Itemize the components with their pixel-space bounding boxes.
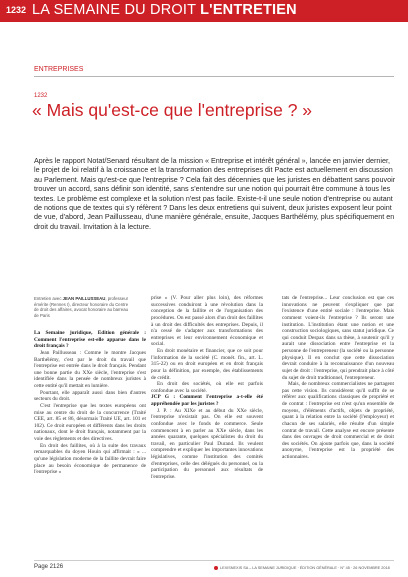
column-2 (151, 295, 263, 557)
interview-credit (34, 296, 132, 318)
column-3 (282, 295, 394, 557)
paragraph: En droit des sociétés, où elle est parfois confondue avec la société. (151, 381, 263, 394)
paragraph: tats de l'entreprise... Leur conclusion est que ces innovations ne peuvent s'expliquer que par l'existence d'une entité sociale : l'entreprise. Mais comment voient-ils l'entreprise ? Ils seront une institution. L'institution étant une notion et une construction sociologiques, sans statut juridique. Ce qui conduit Despax dans sa thèse, à soutenir qu'il y aurait une dissociation entre l'entreprise et la personne de l'entrepreneur (la société ou la personne physique). Il en conclut que cette dissociation devrait conduire à la reconnaissance d'un nouveau sujet de droit : l'entreprise, qui prendrait place à côté du sujet de droit traditionnel, l'entrepreneur. (282, 295, 394, 381)
footer-publication-text: LEXISNEXIS SA – LA SEMAINE JURIDIQUE · ÉDITION GÉNÉRALE · N° 45 · 26 NOVEMBRE 2018 (220, 566, 390, 570)
header-title-regular: LA SEMAINE DU DROIT (32, 2, 201, 18)
paragraph: Jean Paillusseau : Comme le montre Jacques Barthélémy, c'est par le droit du travail que l'entreprise est entrée dans le droit français. Pendant une bonne partie du XXe siècle, l'entreprise s'est identifiée dans la pensée de nombreux juristes à cette entité qu'il mettait en lumière. (34, 349, 146, 389)
credit-name: JEAN PAILLUSSEAU (62, 296, 106, 301)
header-title-bold: L'ENTRETIEN (200, 2, 297, 18)
header-number: 1232 (6, 5, 27, 15)
footer-divider (34, 560, 394, 561)
paragraph: Mais, de nombreux commercialistes ne partagent pas cette vision. Ils considèrent qu'il suffit de se référer aux qualifications classiques de propriété et de contrat : l'entreprise est n'est qu'un ensemble de moyens, d'éléments d'actifs, objets de propriété, quant à la relation entre la société (l'employeur) et chacun de ses salariés, elle résulte d'un simple contrat de travail. Cette analyse est encore présente dans des ouvrages de droit commercial et de droit des sociétés. On ajoute parfois que, dans la société anonyme, l'entreprise est la propriété des actionnaires. (282, 381, 394, 460)
credit-prefix: Entretien avec (34, 296, 63, 301)
paragraph: En droit des faillites, où à la suite des travaux remarquables du doyen Houin qui affirmait : « ... qu'une législation moderne de la faillite devrait faire place au besoin économique de permanence de l'entreprise » (34, 442, 146, 476)
paragraph: Pourtant, elle apparaît aussi dans bien d'autres secteurs du droit. (34, 389, 146, 403)
paragraph: prise » (V. Pour aller plus loin), des réformes successives conduiront à une révolution dans la conception de la faillite et de l'organisation des procédures. On est passé alors d'un droit des faillites à un droit des difficultés des entreprises. Depuis, il n'a cessé de s'adapter aux transformations des entreprises et leur environnement économique et social. (151, 295, 263, 348)
footer-publication (214, 566, 390, 570)
paragraph: C'est l'entreprise que les textes européens ont mise au centre du droit de la concurrence (Traité CEE, art. 85 et 86, désormais Traité UE, art. 101 et 102). Ce droit européen et différents dans les droits nationaux, dont le droit français, notamment par la voie des règlements et des directives. (34, 402, 146, 442)
article-title: « Mais qu'est-ce que l'entreprise ? » (32, 100, 313, 120)
header-title (32, 2, 297, 18)
paragraph: En droit monétaire et financier, que ce soit pour l'information de la société (C. monét. fin., art. L. 315-22) ou en droit européen et en droit français pour la définition, par exemple, des établissements de crédit. (151, 348, 263, 381)
paragraph: J. P. : Au XIXe et au début du XXe siècle, l'entreprise n'existait pas. On elle est souvent confondue avec le fonds de commerce. Seule commencent à en parler au XXe siècle, dans les années quarante, quelques spécialistes du droit du travail, en particulier Paul Durand. Ils veulent comprendre et expliquer les importantes innovations législatives, comme l'institution des comités d'entreprises, celle des délégués du personnel, ou la participation du personnel aux résultats de l'entreprise. (151, 407, 263, 480)
publisher-logo-icon (214, 566, 218, 570)
section-divider (34, 76, 394, 77)
article-number: 1232 (34, 93, 48, 99)
article-chapeau: Après le rapport Notat/Senard résultant de la mission « Entreprise et intérêt général », lancée en janvier dernier, le projet de loi relatif à la croissance et la transformation des entreprises dit Pacte est actuellement en discussion au Parlement. Mais qu'est-ce que l'entreprise ? Cela fait des décennies que les juristes en débattent sans pouvoir trouver un accord, sans définir son identité, sans s'entendre sur une notion qui pourrait être commune à tous les textes. Le problème est complexe et la solution n'est pas facile. Existe-t-il une seule notion d'entreprise ou autant de notions que de textes qui s'y réfèrent ? Dans les deux entretiens qui suivent, deux juristes exposent leur point de vue, d'abord, Jean Paillusseau, d'une manière générale, ensuite, Jacques Barthélémy, plus spécifiquement en droit du travail. Invitation à la lecture. (34, 156, 396, 231)
page-number: Page 2126 (34, 564, 64, 570)
section-label: ENTREPRISES (34, 66, 84, 73)
credit-rest: , professeur émérite (Rennes I), directeur honoraire du Centre de droit des affaires, avocat honoraire au barreau de Paris (34, 296, 129, 318)
header-band (0, 0, 408, 22)
column-1 (34, 330, 146, 556)
question: JCP G : Comment l'entreprise a-t-elle été appréhendée par les juristes ? (151, 394, 263, 407)
question: La Semaine juridique, Édition générale : Comment l'entreprise est-elle apparue dans le droit français ? (34, 330, 146, 350)
